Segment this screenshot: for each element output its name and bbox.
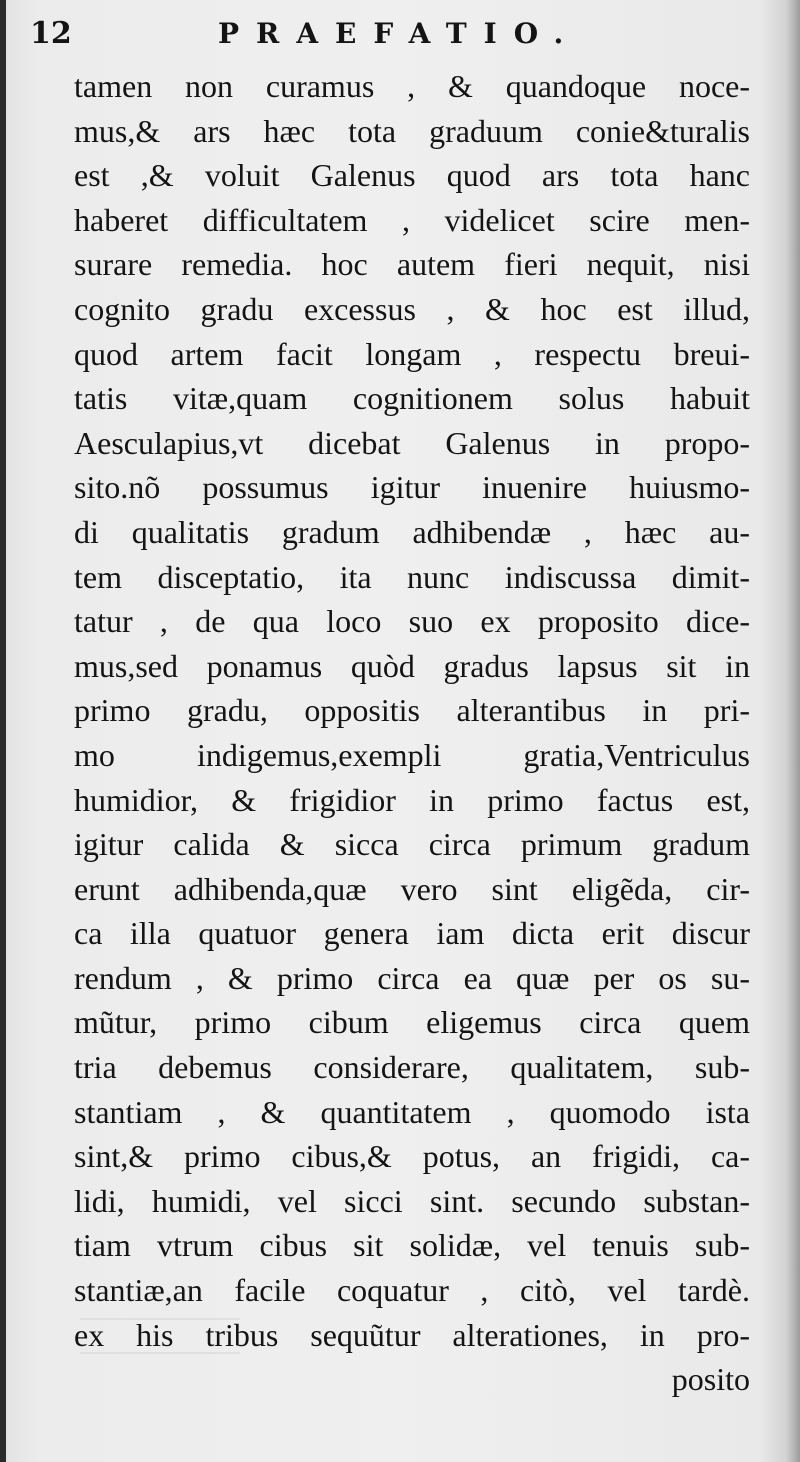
text-line: haberet difficultatem , videlicet scire men- (74, 201, 750, 238)
text-line: tatur , de qua loco suo ex proposito dice- (74, 603, 750, 640)
text-line: lidi, humidi, vel sicci sint. secundo substan- (74, 1182, 750, 1219)
text-line: tatis vitæ,quam cognitionem solus habuit (74, 380, 750, 417)
text-line: humidior, & frigidior in primo factus est, (74, 781, 750, 818)
text-line: mus,sed ponamus quòd gradus lapsus sit in (74, 647, 750, 684)
text-line: tamen non curamus , & quandoque noce- (74, 68, 750, 104)
text-line: stantiam , & quantitatem , quomodo ista (74, 1093, 750, 1130)
text-line: di qualitatis gradum adhibendæ , hæc au- (74, 513, 750, 550)
text-line: sint,& primo cibus,& potus, an frigidi, ca- (74, 1138, 750, 1175)
text-line: erunt adhibenda,quæ vero sint eligẽda, cir- (74, 870, 750, 907)
text-line: mus,& ars hæc tota graduum conie&turalis (74, 112, 750, 149)
text-line: tem disceptatio, ita nunc indiscussa dimit- (74, 558, 750, 595)
page-gutter-edge (0, 0, 6, 1462)
catchword: posito (671, 1361, 750, 1398)
running-title: PRAEFATIO. (218, 17, 581, 50)
running-head (26, 14, 766, 54)
text-line: tria debemus considerare, qualitatem, sub- (74, 1049, 750, 1086)
text-line: primo gradu, oppositis alterantibus in pri- (74, 692, 750, 729)
text-line: ex his tribus sequũtur alterationes, in pro- (74, 1316, 750, 1353)
text-line: quod artem facit longam , respectu breui- (74, 335, 750, 372)
page-number: 12 (30, 16, 72, 51)
text-line: stantiæ,an facile coquatur , citò, vel tardè. (74, 1272, 750, 1309)
text-line: Aesculapius,vt dicebat Galenus in propo- (74, 424, 750, 461)
text-line: surare remedia. hoc autem fieri nequit, nisi (74, 246, 750, 283)
text-line: sito.nõ possumus igitur inuenire huiusmo- (74, 469, 750, 506)
text-line: ca illa quatuor genera iam dicta erit discur (74, 915, 750, 952)
text-line: mũtur, primo cibum eligemus circa quem (74, 1004, 750, 1041)
text-line: tiam vtrum cibus sit solidæ, vel tenuis sub- (74, 1227, 750, 1264)
text-line: est ,& voluit Galenus quod ars tota hanc (74, 157, 750, 194)
text-line: rendum , & primo circa ea quæ per os su- (74, 959, 750, 996)
text-line: mo indigemus,exempli gratia,Ventriculus (74, 736, 750, 773)
body-text (74, 64, 750, 1402)
page-edge-shadow (786, 0, 800, 1462)
text-line: igitur calida & sicca circa primum gradum (74, 826, 750, 863)
text-line: cognito gradu excessus , & hoc est illud, (74, 290, 750, 327)
